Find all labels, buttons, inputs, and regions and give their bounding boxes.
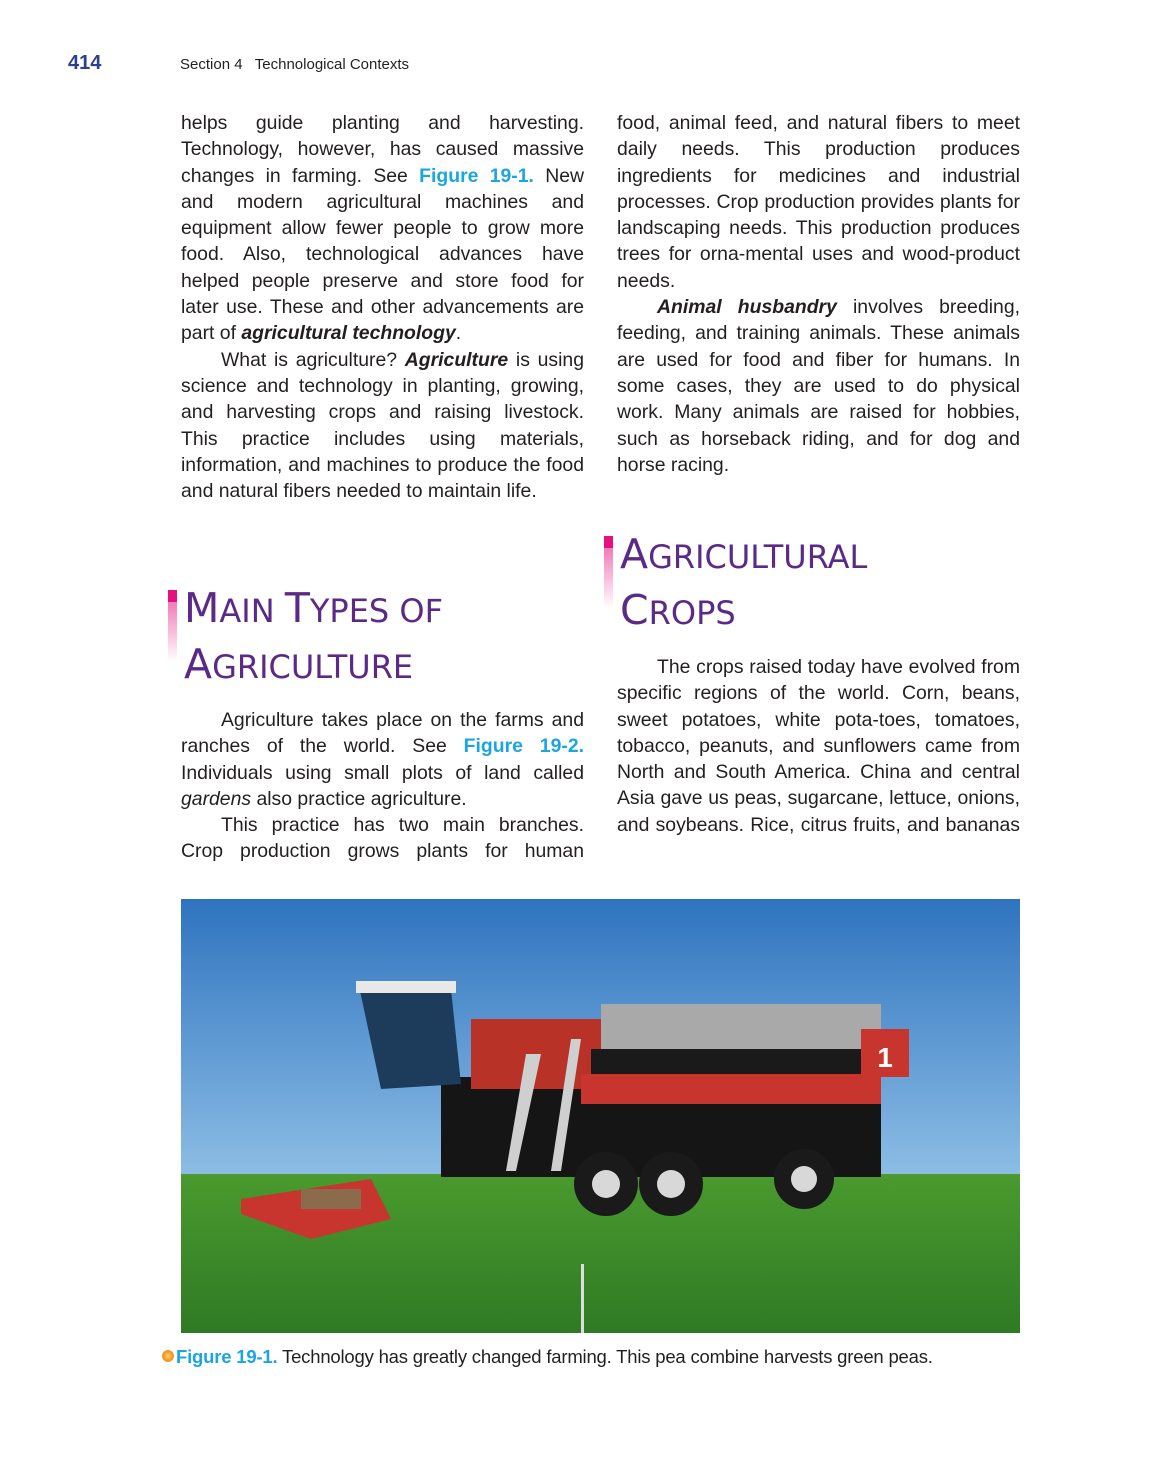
- text: New and modern agricultural machines and equipment allow fewer people to grow more food. Also, technological advances have helped people preserve and store food for later use. These and other advancements are part of: [181, 164, 584, 345]
- figure-photo-pea-combine: [181, 899, 1020, 1333]
- heading-line-1: AGRICULTURAL: [620, 530, 868, 578]
- heading-line-2: AGRICULTURE: [184, 640, 414, 688]
- section-title: Section 4 Technological Contexts: [180, 56, 410, 73]
- text: What is agriculture?: [221, 348, 405, 371]
- left-column-bottom: [181, 707, 584, 865]
- text: is using science and technology in planting, growing, and harvesting crops and raising livestock. This practice includes using materials, information, and machines to produce the food and natural fibers needed to maintain life.: [181, 348, 584, 503]
- paragraph: The crops raised today have evolved from specific regions of the world. Corn, beans, sweet potatoes, white pota-toes, tomatoes, tobacco, peanuts, and sunflowers came from North and South America. China and central Asia gave us peas, sugarcane, lettuce, onions, and soybeans. Rice, citrus fruits, and bananas: [617, 656, 1020, 836]
- text: helps guide planting and harvesting. Technology, however, has caused massive changes in farming. See: [181, 112, 584, 187]
- figure-reference-link[interactable]: Figure 19-1.: [419, 164, 534, 187]
- caption-bullet-icon: [162, 1350, 174, 1362]
- text: .: [455, 322, 462, 345]
- right-column-bottom: [617, 654, 1020, 838]
- paragraph: [617, 294, 1020, 478]
- paragraph: [181, 347, 584, 505]
- figure-reference-link[interactable]: Figure 19-2.: [463, 735, 584, 758]
- text: also practice agriculture.: [251, 787, 467, 810]
- italic-term: gardens: [181, 787, 252, 810]
- heading-line-2: CROPS: [620, 586, 736, 634]
- key-term: agricultural technology: [241, 322, 456, 345]
- key-term: Animal husbandry: [657, 296, 837, 319]
- pea-combine-illustration: [181, 899, 1020, 1333]
- paragraph: food, animal feed, and natural fibers to meet daily needs. This production produces ingredients for medicines and industrial processes. Crop production provides plants for landscaping needs. This production produces trees for orna-mental uses and wood-product needs.: [617, 112, 1020, 292]
- left-column-top: [181, 110, 584, 504]
- text: involves breeding, feeding, and training animals. These animals are used for food and fiber for humans. In some cases, they are used to do physical work. Many animals are raised for hobbies, such as horseback riding, and for dog and horse racing.: [617, 296, 1020, 476]
- page-number: 414: [68, 52, 102, 74]
- heading-line-1: MAIN TYPES OF: [184, 584, 443, 632]
- machine-number: 1: [877, 1042, 893, 1073]
- text: Agriculture takes place on the farms and ranches of the world. See: [181, 709, 584, 758]
- paragraph: [181, 707, 584, 812]
- figure-caption: [162, 1346, 933, 1368]
- text: Individuals using small plots of land called: [181, 761, 584, 784]
- heading-accent-bar: [168, 590, 177, 662]
- running-header: [0, 50, 1156, 80]
- section-heading-agricultural-crops: [617, 528, 1040, 640]
- key-term: Agriculture: [404, 348, 509, 371]
- right-column-top: [617, 110, 1020, 478]
- figure-label: Figure 19-1.: [176, 1346, 278, 1367]
- section-heading-main-types: [181, 582, 604, 694]
- paragraph: [181, 110, 584, 347]
- caption-text: Technology has greatly changed farming. This pea combine harvests green peas.: [277, 1346, 933, 1367]
- paragraph: This practice has two main branches. Crop production grows plants for human: [181, 814, 584, 863]
- heading-accent-bar: [604, 536, 613, 608]
